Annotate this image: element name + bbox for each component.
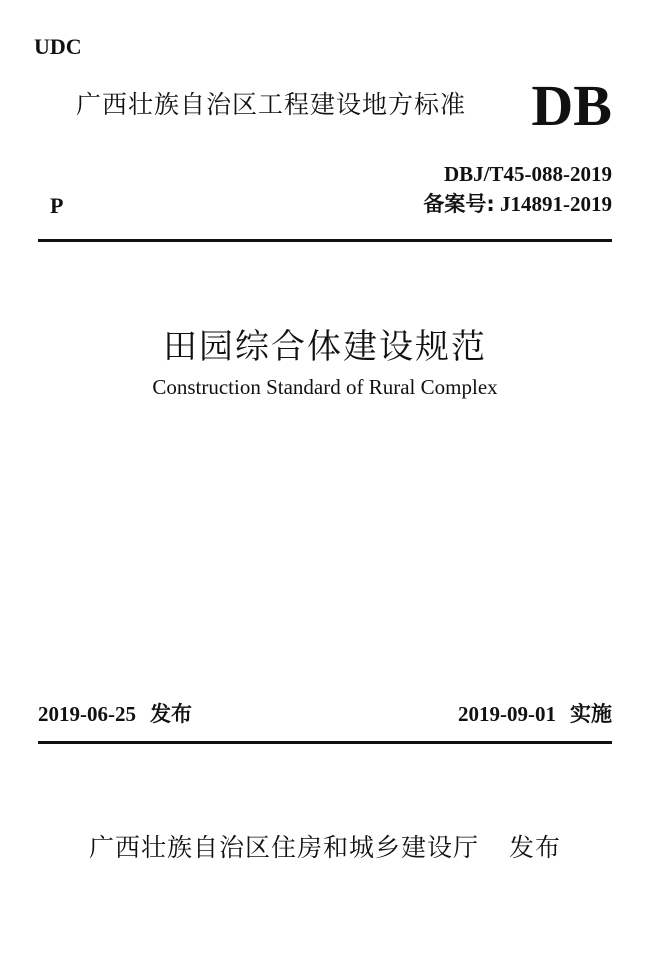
db-mark: DB	[531, 73, 612, 138]
publish-line	[38, 704, 192, 725]
implement-label: 实施	[570, 702, 612, 726]
document-title: 田园综合体建设规范	[163, 327, 487, 367]
standard-number: DBJ/T45-088-2019	[444, 162, 612, 186]
publish-label: 发布	[150, 702, 192, 726]
filing-value: J14891-2019	[500, 192, 612, 216]
document-title-english: Construction Standard of Rural Complex	[152, 375, 498, 399]
issuer-name: 广西壮族自治区住房和城乡建设厅	[88, 833, 479, 862]
publish-date: 2019-06-25	[38, 702, 136, 726]
classification-code: P	[50, 193, 64, 218]
implement-line	[458, 704, 612, 725]
implement-date: 2019-09-01	[458, 702, 556, 726]
issue-label: 发布	[509, 833, 562, 862]
filing-label: 备案号:	[423, 192, 495, 216]
standard-series: 广西壮族自治区工程建设地方标准	[76, 90, 467, 119]
udc-label: UDC	[34, 34, 82, 59]
top-divider	[38, 239, 612, 242]
filing-number	[423, 194, 612, 215]
issuer-line	[0, 835, 650, 860]
bottom-divider	[38, 741, 612, 744]
